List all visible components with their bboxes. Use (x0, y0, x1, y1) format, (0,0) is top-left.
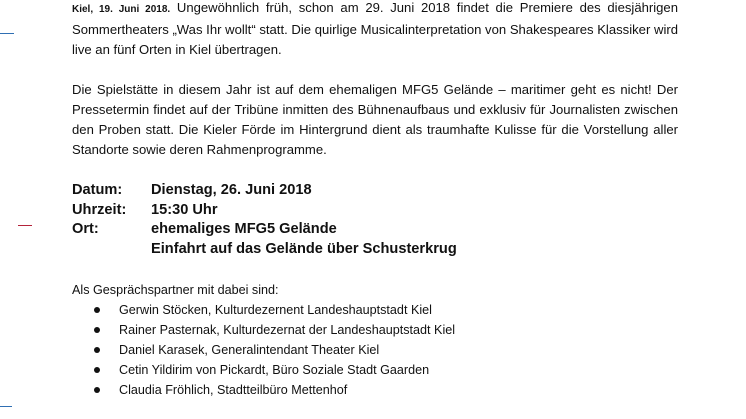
document-content (72, 0, 678, 400)
intro-text: Ungewöhnlich früh, schon am 29. Juni 2018 findet die Premiere des diesjährigen Sommertheaters „Was Ihr wollt“ statt. Die quirlige Musicalinterpretation von Shakespeares Klassiker wird live an fünf Orten in Kiel übertragen. (72, 0, 678, 57)
time-value: 15:30 Uhr (151, 201, 218, 218)
bullet-icon (94, 387, 100, 393)
place-detail: Einfahrt auf das Gelände über Schusterkrug (151, 240, 457, 257)
list-item (72, 300, 678, 320)
margin-mark-blue (0, 33, 14, 34)
bullet-icon (94, 307, 100, 313)
list-item (72, 360, 678, 380)
partner-name: Rainer Pasternak, Kulturdezernat der Landeshauptstadt Kiel (119, 323, 456, 337)
partner-name: Cetin Yildirim von Pickardt, Büro Soziale Stadt Gaarden (119, 363, 430, 377)
partner-name: Claudia Fröhlich, Stadtteilbüro Mettenhof (119, 383, 348, 397)
date-value: Dienstag, 26. Juni 2018 (151, 182, 312, 198)
date-label: Datum: (72, 182, 123, 198)
bullet-icon (94, 347, 100, 353)
bullet-icon (94, 327, 100, 333)
partners-list (72, 300, 678, 400)
list-item (72, 320, 678, 340)
event-details (72, 181, 678, 259)
time-label: Uhrzeit: (72, 201, 127, 218)
event-place-detail-row (72, 240, 678, 260)
event-date-row (72, 181, 678, 201)
partner-name: Gerwin Stöcken, Kulturdezernent Landeshauptstadt Kiel (119, 303, 432, 317)
intro-paragraph (72, 0, 678, 60)
place-detail-spacer (72, 240, 151, 260)
place-label: Ort: (72, 221, 99, 237)
partner-name: Daniel Karasek, Generalintendant Theater Kiel (119, 343, 380, 357)
event-time-row (72, 201, 678, 221)
margin-mark-red (18, 225, 32, 226)
list-item (72, 340, 678, 360)
list-item (72, 380, 678, 400)
dateline: Kiel, 19. Juni 2018. (72, 4, 171, 15)
margin-mark-blue-bottom (0, 406, 12, 407)
venue-paragraph: Die Spielstätte in diesem Jahr ist auf dem ehemaligen MFG5 Gelände – maritimer geht es nicht! Der Pressetermin findet auf der Tribüne inmitten des Bühnenaufbaus und exklusiv für Journalisten zwischen den Proben statt. Die Kieler Förde im Hintergrund dient als traumhafte Kulisse für die Vorstellung aller Standorte sowie deren Rahmenprogramme. (72, 82, 678, 157)
partners-intro: Als Gesprächspartner mit dabei sind: (72, 283, 279, 297)
bullet-icon (94, 367, 100, 373)
event-place-row (72, 220, 678, 240)
place-value: ehemaliges MFG5 Gelände (151, 221, 337, 237)
